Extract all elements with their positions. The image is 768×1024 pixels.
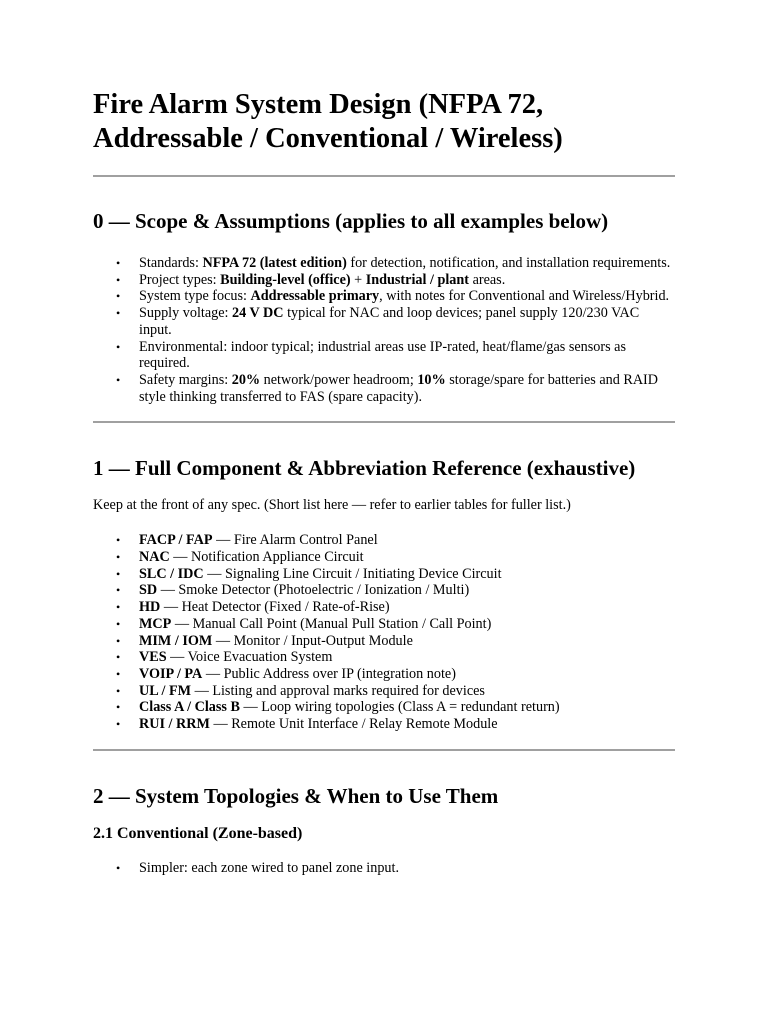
bold-term: Industrial / plant <box>365 271 470 288</box>
section-divider <box>93 175 675 177</box>
bullet-icon: • <box>116 600 121 615</box>
list-item <box>116 271 675 289</box>
bold-term: MCP <box>139 615 172 632</box>
item-text: — Smoke Detector (Photoelectric / Ionization / Multi) <box>157 582 470 599</box>
item-text: for detection, notification, and installation requirements. <box>346 255 671 271</box>
bold-term: 20% <box>231 371 261 388</box>
section-divider <box>93 749 675 751</box>
bold-term: RUI / RRM <box>139 716 210 733</box>
item-text: — Listing and approval marks required for devices <box>191 682 485 699</box>
bullet-icon: • <box>116 372 121 387</box>
section-0-list <box>93 255 675 405</box>
item-text: — Public Address over IP (integration note) <box>202 665 456 682</box>
item-text: Standards: <box>139 255 203 271</box>
item-text: — Remote Unit Interface / Relay Remote Module <box>209 716 498 733</box>
item-text: Supply voltage: <box>139 305 233 322</box>
bullet-icon: • <box>116 566 121 581</box>
bold-term: NFPA 72 (latest edition) <box>202 255 347 271</box>
item-text: — Signaling Line Circuit / Initiating Device Circuit <box>203 565 502 582</box>
bold-term: 24 V DC <box>232 305 284 322</box>
bold-term: NAC <box>139 549 170 566</box>
item-text: Safety margins: <box>139 371 232 388</box>
list-item <box>116 288 675 305</box>
bullet-icon: • <box>116 700 121 715</box>
bullet-icon: • <box>116 339 121 354</box>
list-item <box>116 549 675 566</box>
list-item <box>116 859 675 877</box>
bold-term: FACP / FAP <box>139 532 213 549</box>
section-0-heading: 0 — Scope & Assumptions (applies to all examples below) <box>93 209 609 233</box>
bold-term: UL / FM <box>139 682 192 699</box>
bullet-icon: • <box>116 860 121 875</box>
document-title: Fire Alarm System Design (NFPA 72, Addressable / Conventional / Wireless) <box>93 89 563 154</box>
item-text: network/power headroom; <box>260 371 418 388</box>
section-divider <box>93 421 675 423</box>
item-text: — Manual Call Point (Manual Pull Station / Call Point) <box>171 615 492 632</box>
item-text: typical for NAC and loop devices; panel supply 120/230 VAC input. <box>139 305 640 338</box>
item-text: — Loop wiring topologies (Class A = redundant return) <box>239 699 560 716</box>
bold-term: VES <box>139 649 167 666</box>
item-text: — Notification Appliance Circuit <box>169 549 364 566</box>
list-item <box>116 565 675 583</box>
item-text: Environmental: indoor typical; industrial areas use IP-rated, heat/flame/gas sensors as required. <box>139 338 626 372</box>
bullet-icon: • <box>116 550 121 565</box>
item-text: areas. <box>469 271 506 288</box>
section-1-intro: Keep at the front of any spec. (Short list here — refer to earlier tables for fuller list.) <box>93 497 571 514</box>
item-text: + <box>350 271 366 288</box>
bold-term: SLC / IDC <box>139 565 204 582</box>
bold-term: MIM / IOM <box>139 632 213 649</box>
bold-term: Addressable primary <box>250 288 380 305</box>
list-item <box>116 699 675 716</box>
list-item <box>116 615 675 633</box>
item-text: Project types: <box>139 271 221 288</box>
section-2-1-subheading: 2.1 Conventional (Zone-based) <box>93 824 303 842</box>
bold-term: 10% <box>417 371 446 388</box>
bullet-icon: • <box>116 272 121 287</box>
bullet-icon: • <box>116 666 121 681</box>
item-text: — Heat Detector (Fixed / Rate-of-Rise) <box>160 599 390 616</box>
bold-term: HD <box>139 599 161 616</box>
item-text: — Fire Alarm Control Panel <box>212 532 378 549</box>
item-text: — Monitor / Input-Output Module <box>212 632 413 649</box>
section-1-list <box>93 532 675 732</box>
list-item <box>116 371 675 405</box>
list-item <box>116 338 675 372</box>
list-item <box>116 716 675 733</box>
bold-term: SD <box>139 582 158 599</box>
bullet-icon: • <box>116 683 121 698</box>
list-item <box>116 599 675 616</box>
bullet-icon: • <box>116 306 121 321</box>
document-content <box>93 88 675 876</box>
item-text: System type focus: <box>139 288 251 305</box>
section-1-heading: 1 — Full Component & Abbreviation Reference (exhaustive) <box>93 456 636 481</box>
bullet-icon: • <box>116 633 121 648</box>
bullet-icon: • <box>116 256 121 270</box>
list-item <box>116 582 675 599</box>
bullet-icon: • <box>116 650 121 665</box>
bold-term: Class A / Class B <box>139 699 240 716</box>
list-item <box>116 255 675 272</box>
list-item <box>116 682 675 700</box>
bullet-icon: • <box>116 533 121 548</box>
section-2-heading: 2 — System Topologies & When to Use Them <box>93 783 499 808</box>
item-text: , with notes for Conventional and Wireless/Hybrid. <box>379 288 670 305</box>
list-item <box>116 665 675 683</box>
section-2-1-list <box>93 860 675 877</box>
list-item <box>116 632 675 650</box>
bold-term: VOIP / PA <box>139 665 203 682</box>
bold-term: Building-level (office) <box>220 271 351 288</box>
bullet-icon: • <box>116 583 121 598</box>
item-text: Simpler: each zone wired to panel zone input. <box>139 859 400 876</box>
bullet-icon: • <box>116 717 121 732</box>
item-text: — Voice Evacuation System <box>166 649 333 666</box>
list-item <box>116 532 675 549</box>
list-item <box>116 649 675 666</box>
bullet-icon: • <box>116 289 121 304</box>
list-item <box>116 305 675 338</box>
bullet-icon: • <box>116 616 121 631</box>
item-text: storage/spare for batteries and RAID style thinking transferred to FAS (spare capacity). <box>139 371 659 405</box>
